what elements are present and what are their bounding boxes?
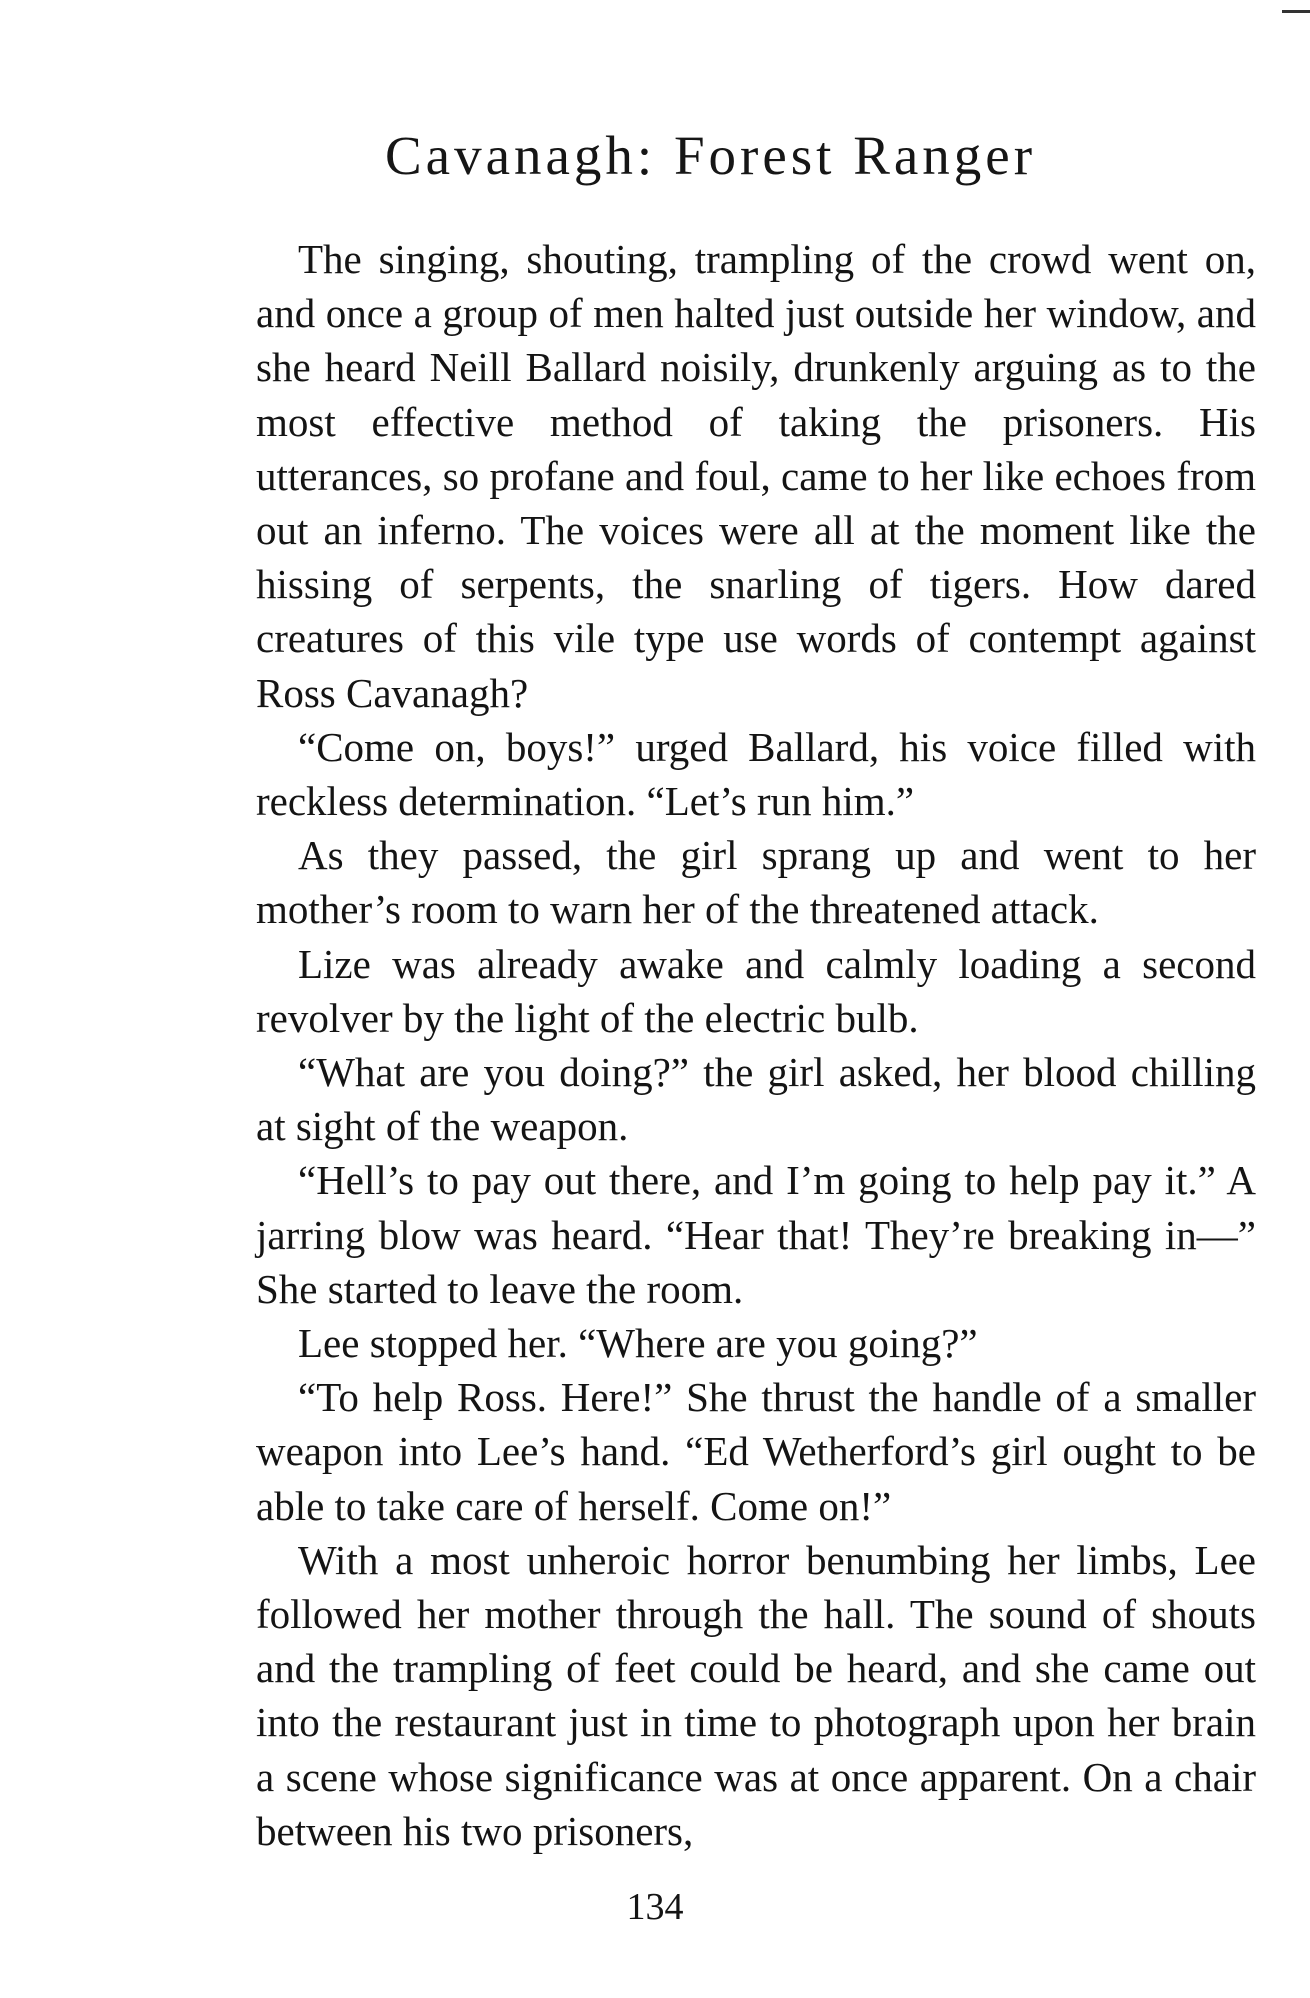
paragraph-4: Lize was already awake and calmly loading a second revolver by the light of the electric bulb. bbox=[256, 940, 1256, 1041]
page-number: 134 bbox=[626, 1886, 684, 1928]
running-head: Cavanagh: Forest Ranger bbox=[385, 125, 1037, 186]
paragraph-3: As they passed, the girl sprang up and went to her mother’s room to warn her of the threatened attack. bbox=[256, 832, 1256, 933]
paragraph-7: Lee stopped her. “Where are you going?” bbox=[298, 1320, 978, 1367]
paragraph-2: “Come on, boys!” urged Ballard, his voice filled with reckless determination. “Let’s run him.” bbox=[256, 723, 1256, 825]
paragraph-6: “Hell’s to pay out there, and I’m going to help pay it.” A jarring blow was heard. “Hear that! They’re breaking in—” She started to leave the room. bbox=[256, 1157, 1256, 1312]
paragraph-8: “To help Ross. Here!” She thrust the handle of a smaller weapon into Lee’s hand. “Ed Wetherford’s girl ought to be able to take care of herself. Come on!” bbox=[256, 1374, 1256, 1529]
paragraph-5: “What are you doing?” the girl asked, her blood chilling at sight of the weapon. bbox=[256, 1049, 1256, 1150]
paragraph-9: With a most unheroic horror benumbing her limbs, Lee followed her mother through the hall. The sound of shouts and the trampling of feet could be heard, and she came out into the restaurant just in time to photograph upon her brain a scene whose significance was at once apparent. On a chair between his two prisoners, bbox=[256, 1536, 1256, 1854]
paragraph-1: The singing, shouting, trampling of the crowd went on, and once a group of men halted just outside her window, and she heard Neill Ballard noisily, drunkenly arguing as to the most effective method of taking the prisoners. His utterances, so profane and foul, came to her like echoes from out an inferno. The voices were all at the moment like the hissing of serpents, the snarling of tigers. How dared creatures of this vile type use words of contempt against Ross Cavanagh? bbox=[256, 236, 1256, 716]
body-text bbox=[256, 232, 1256, 1858]
scan-edge-mark bbox=[1282, 10, 1310, 13]
